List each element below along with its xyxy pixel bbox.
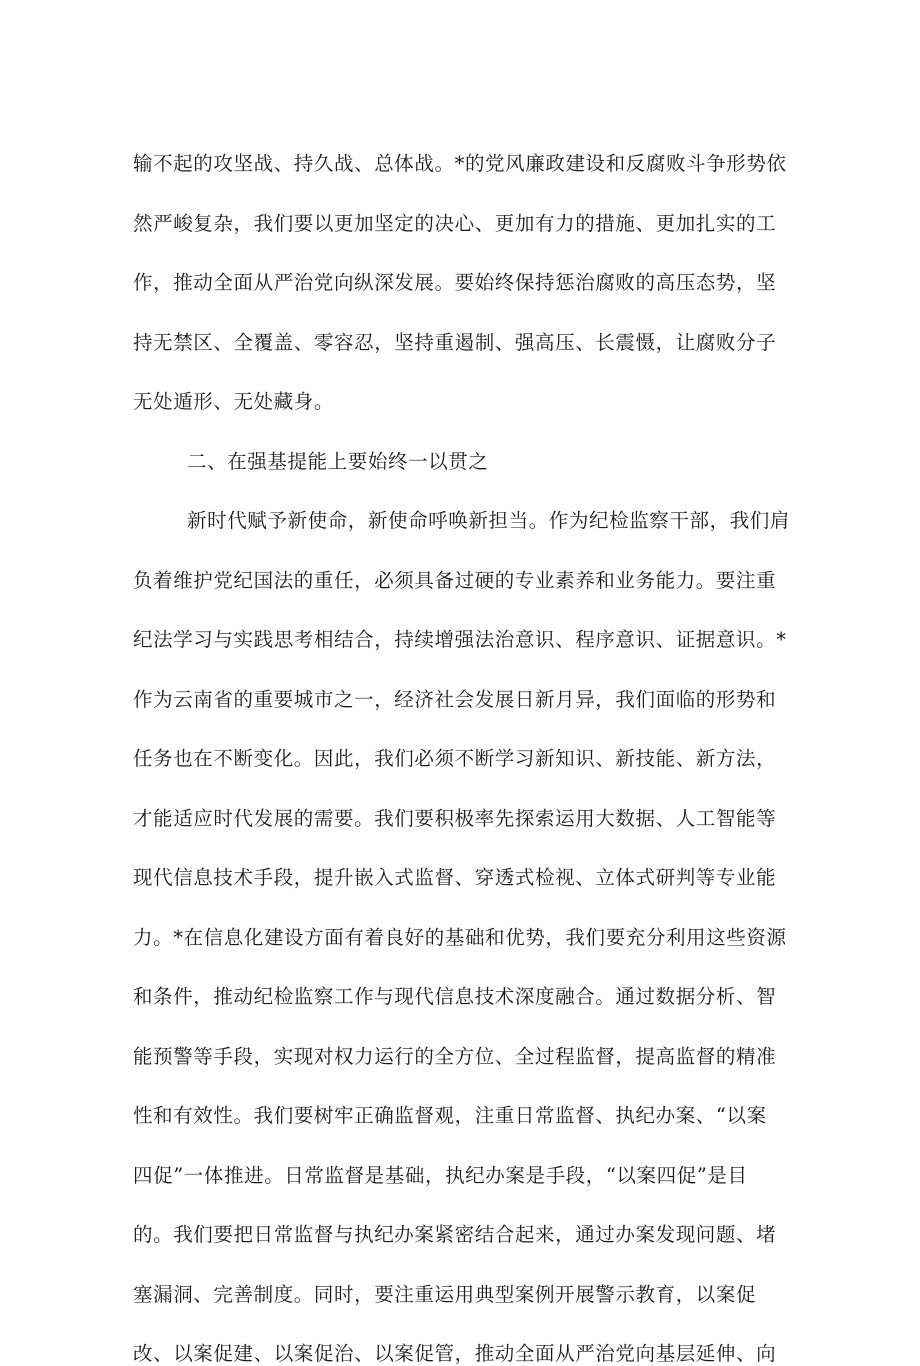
- text-line: 负着维护党纪国法的重任，必须具备过硬的专业素养和业务能力。要注重: [133, 569, 777, 592]
- text-line: 然严峻复杂，我们要以更加坚定的决心、更加有力的措施、更加扎实的工: [133, 212, 777, 235]
- text-line: 作，推动全面从严治党向纵深发展。要始终保持惩治腐败的高压态势，坚: [133, 271, 777, 294]
- text-line: 和条件，推动纪检监察工作与现代信息技术深度融合。通过数据分析、智: [133, 985, 777, 1008]
- text-line: 的。我们要把日常监督与执纪办案紧密结合起来，通过办案发现问题、堵: [133, 1223, 777, 1246]
- text-line: 无处遁形、无处藏身。: [133, 390, 335, 413]
- text-line: 输不起的攻坚战、持久战、总体战。*的党风廉政建设和反腐败斗争形势依: [133, 152, 787, 175]
- text-line: 四促”一体推进。日常监督是基础，执纪办案是手段，“以案四促”是目: [133, 1164, 748, 1187]
- text-line: 现代信息技术手段，提升嵌入式监督、穿透式检视、立体式研判等专业能: [133, 866, 777, 889]
- text-line: 持无禁区、全覆盖、零容忍，坚持重遏制、强高压、长震慑，让腐败分子: [133, 331, 777, 354]
- section-heading: 二、在强基提能上要始终一以贯之: [187, 450, 489, 473]
- text-line: 能预警等手段，实现对权力运行的全方位、全过程监督，提高监督的精准: [133, 1045, 777, 1068]
- text-line: 作为云南省的重要城市之一，经济社会发展日新月异，我们面临的形势和: [133, 688, 777, 711]
- text-line: 任务也在不断变化。因此，我们必须不断学习新知识、新技能、新方法，: [133, 747, 777, 770]
- text-line: 才能适应时代发展的需要。我们要积极率先探索运用大数据、人工智能等: [133, 807, 777, 830]
- text-line: 性和有效性。我们要树牢正确监督观，注重日常监督、执纪办案、“以案: [133, 1104, 767, 1127]
- text-line: 改、以案促建、以案促治、以案促管，推动全面从严治党向基层延伸、向: [133, 1342, 777, 1365]
- text-line: 纪法学习与实践思考相结合，持续增强法治意识、程序意识、证据意识。*: [133, 628, 787, 651]
- text-line: 塞漏洞、完善制度。同时，要注重运用典型案例开展警示教育，以案促: [133, 1283, 757, 1306]
- text-line: 新时代赋予新使命，新使命呼唤新担当。作为纪检监察干部，我们肩: [187, 509, 791, 532]
- text-line: 力。*在信息化建设方面有着良好的基础和优势，我们要充分利用这些资源: [133, 926, 787, 949]
